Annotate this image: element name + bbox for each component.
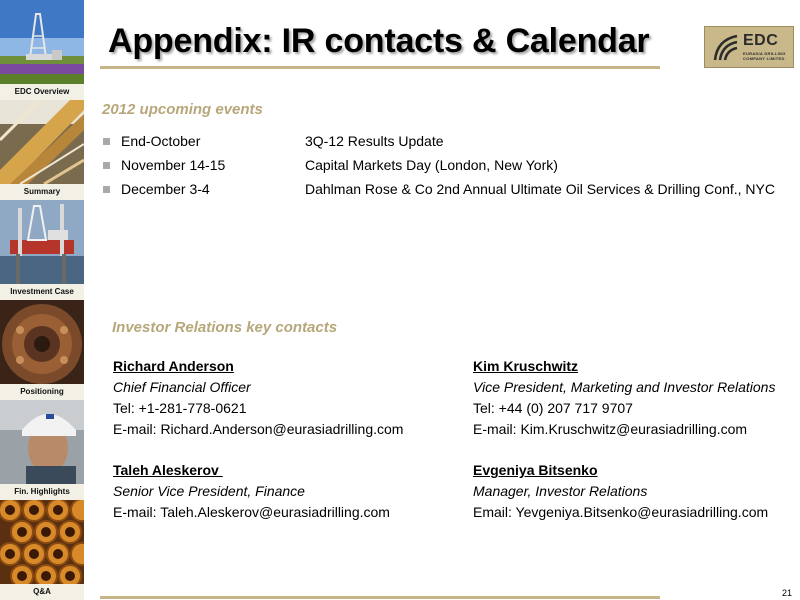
sidebar-item-label: Summary [0,184,84,200]
contacts-heading: Investor Relations key contacts [112,319,338,336]
contact-phone: Tel: +1-281-778-0621 [113,400,247,416]
contact-email[interactable]: E-mail: Taleh.Aleskerov@eurasiadrilling.com [113,504,390,520]
drill-bit-closeup-image [0,300,84,384]
sidebar-item-label: Positioning [0,384,84,400]
footer-divider [100,596,660,599]
contact-name: Evgeniya Bitsenko [473,462,598,478]
logo-text: EDC [743,32,779,49]
sidebar-item-investment-case[interactable] [0,200,84,300]
event-description: Dahlman Rose & Co 2nd Annual Ultimate Oil Services & Drilling Conf., NYC [305,181,775,197]
contact-role: Manager, Investor Relations [473,483,648,499]
contact-card [473,460,800,523]
events-list [102,133,792,205]
sidebar-item-label: Investment Case [0,284,84,300]
sidebar-item-label: Fin. Highlights [0,484,84,500]
contact-card [113,460,443,523]
sidebar-item-label: EDC Overview [0,84,84,100]
bullet-icon [103,138,110,145]
steel-structure-image [0,100,84,184]
worker-portrait-image [0,400,84,484]
drilling-rig-field-image [0,0,84,84]
event-description: 3Q-12 Results Update [305,133,444,149]
offshore-platform-image [0,200,84,284]
event-row [102,157,792,181]
event-date: End-October [121,133,201,149]
sidebar-item-summary[interactable] [0,100,84,200]
contact-name: Taleh Aleskerov [113,462,223,478]
event-date: December 3-4 [121,181,210,197]
sidebar-item-edc-overview[interactable] [0,0,84,100]
contact-email[interactable]: E-mail: Kim.Kruschwitz@eurasiadrilling.com [473,421,748,437]
event-date: November 14-15 [121,157,226,173]
page-title: Appendix: IR contacts & Calendar [108,22,650,60]
sidebar-item-fin-highlights[interactable] [0,400,84,500]
sidebar-item-qa[interactable] [0,500,84,600]
bullet-icon [103,186,110,193]
contact-card [473,356,800,440]
contact-email[interactable]: E-mail: Richard.Anderson@eurasiadrilling.com [113,421,404,437]
logo-mark-icon [713,34,739,62]
bullet-icon [103,162,110,169]
sidebar-nav [0,0,84,600]
contact-role: Chief Financial Officer [113,379,251,395]
event-row [102,181,792,205]
title-divider [100,66,660,69]
contact-phone: Tel: +44 (0) 207 717 9707 [473,400,633,416]
contact-role: Vice President, Marketing and Investor Relations [473,379,776,395]
contact-email[interactable]: Email: Yevgeniya.Bitsenko@eurasiadrilling.com [473,504,769,520]
page-number: 21 [781,588,792,598]
company-logo [704,26,794,68]
contact-name: Richard Anderson [113,358,234,374]
contact-name: Kim Kruschwitz [473,358,579,374]
sidebar-item-label: Q&A [0,584,84,600]
contact-card [113,356,443,440]
event-row [102,133,792,157]
pipe-stack-image [0,500,84,584]
events-heading: 2012 upcoming events [102,101,263,118]
event-description: Capital Markets Day (London, New York) [305,157,558,173]
contact-role: Senior Vice President, Finance [113,483,305,499]
logo-subtitle: EURASIA DRILLING COMPANY LIMITED [743,51,786,61]
sidebar-item-positioning[interactable] [0,300,84,400]
